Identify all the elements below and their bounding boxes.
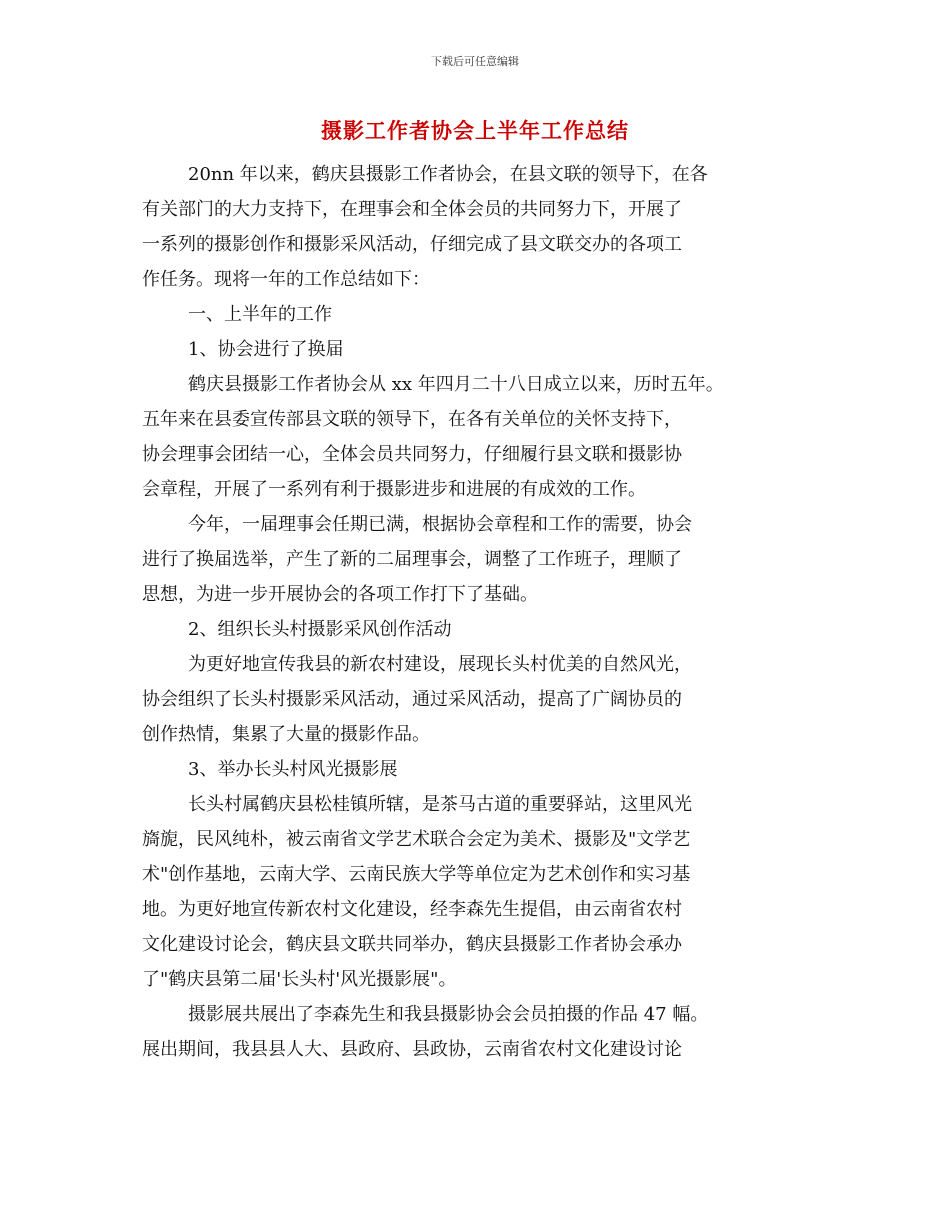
header-note: 下载后可任意编辑 bbox=[431, 55, 519, 68]
body-line: 一系列的摄影创作和摄影采风活动，仔细完成了县文联交办的各项工 bbox=[142, 234, 682, 255]
body-line: 为更好地宣传我县的新农村建设，展现长头村优美的自然风光， bbox=[188, 654, 692, 675]
body-line: 展出期间，我县县人大、县政府、县政协，云南省农村文化建设讨论 bbox=[142, 1039, 682, 1060]
body-line: 1、协会进行了换届 bbox=[188, 339, 344, 360]
body-line: 协会理事会团结一心，全体会员共同努力，仔细履行县文联和摄影协 bbox=[142, 444, 682, 465]
body-line: 长头村属鹤庆县松桂镇所辖，是茶马古道的重要驿站，这里风光 bbox=[188, 794, 692, 815]
body-line: 摄影展共展出了李森先生和我县摄影协会会员拍摄的作品 47 幅。 bbox=[188, 1004, 709, 1025]
body-line: 作任务。现将一年的工作总结如下： bbox=[142, 269, 430, 290]
body-line: 旖旎，民风纯朴，被云南省文学艺术联合会定为美术、摄影及"文学艺 bbox=[142, 829, 691, 850]
body-line: 文化建设讨论会，鹤庆县文联共同举办，鹤庆县摄影工作者协会承办 bbox=[142, 934, 682, 955]
body-line: 思想，为进一步开展协会的各项工作打下了基础。 bbox=[142, 584, 538, 605]
body-line: 了"鹤庆县第二届'长头村'风光摄影展"。 bbox=[142, 969, 457, 990]
body-line: 鹤庆县摄影工作者协会从 xx 年四月二十八日成立以来，历时五年。 bbox=[188, 374, 724, 395]
document-body bbox=[142, 157, 814, 1067]
body-line: 有关部门的大力支持下，在理事会和全体会员的共同努力下，开展了 bbox=[142, 199, 682, 220]
body-line: 协会组织了长头村摄影采风活动，通过采风活动，提高了广阔协员的 bbox=[142, 689, 682, 710]
body-line: 创作热情，集累了大量的摄影作品。 bbox=[142, 724, 430, 745]
body-line: 进行了换届选举，产生了新的二届理事会，调整了工作班子，理顺了 bbox=[142, 549, 682, 570]
body-line: 术"创作基地，云南大学、云南民族大学等单位定为艺术创作和实习基 bbox=[142, 864, 691, 885]
body-line: 2、组织长头村摄影采风创作活动 bbox=[188, 619, 452, 640]
body-line: 五年来在县委宣传部县文联的领导下，在各有关单位的关怀支持下， bbox=[142, 409, 682, 430]
body-line: 一、上半年的工作 bbox=[188, 304, 332, 325]
body-line: 20nn 年以来，鹤庆县摄影工作者协会，在县文联的领导下，在各 bbox=[188, 164, 708, 185]
body-line: 今年，一届理事会任期已满，根据协会章程和工作的需要，协会 bbox=[188, 514, 692, 535]
body-line: 会章程，开展了一系列有利于摄影进步和进展的有成效的工作。 bbox=[142, 479, 646, 500]
body-line: 地。为更好地宣传新农村文化建设，经李森先生提倡，由云南省农村 bbox=[142, 899, 682, 920]
document-title: 摄影工作者协会上半年工作总结 bbox=[321, 118, 629, 143]
body-line: 3、举办长头村风光摄影展 bbox=[188, 759, 398, 780]
